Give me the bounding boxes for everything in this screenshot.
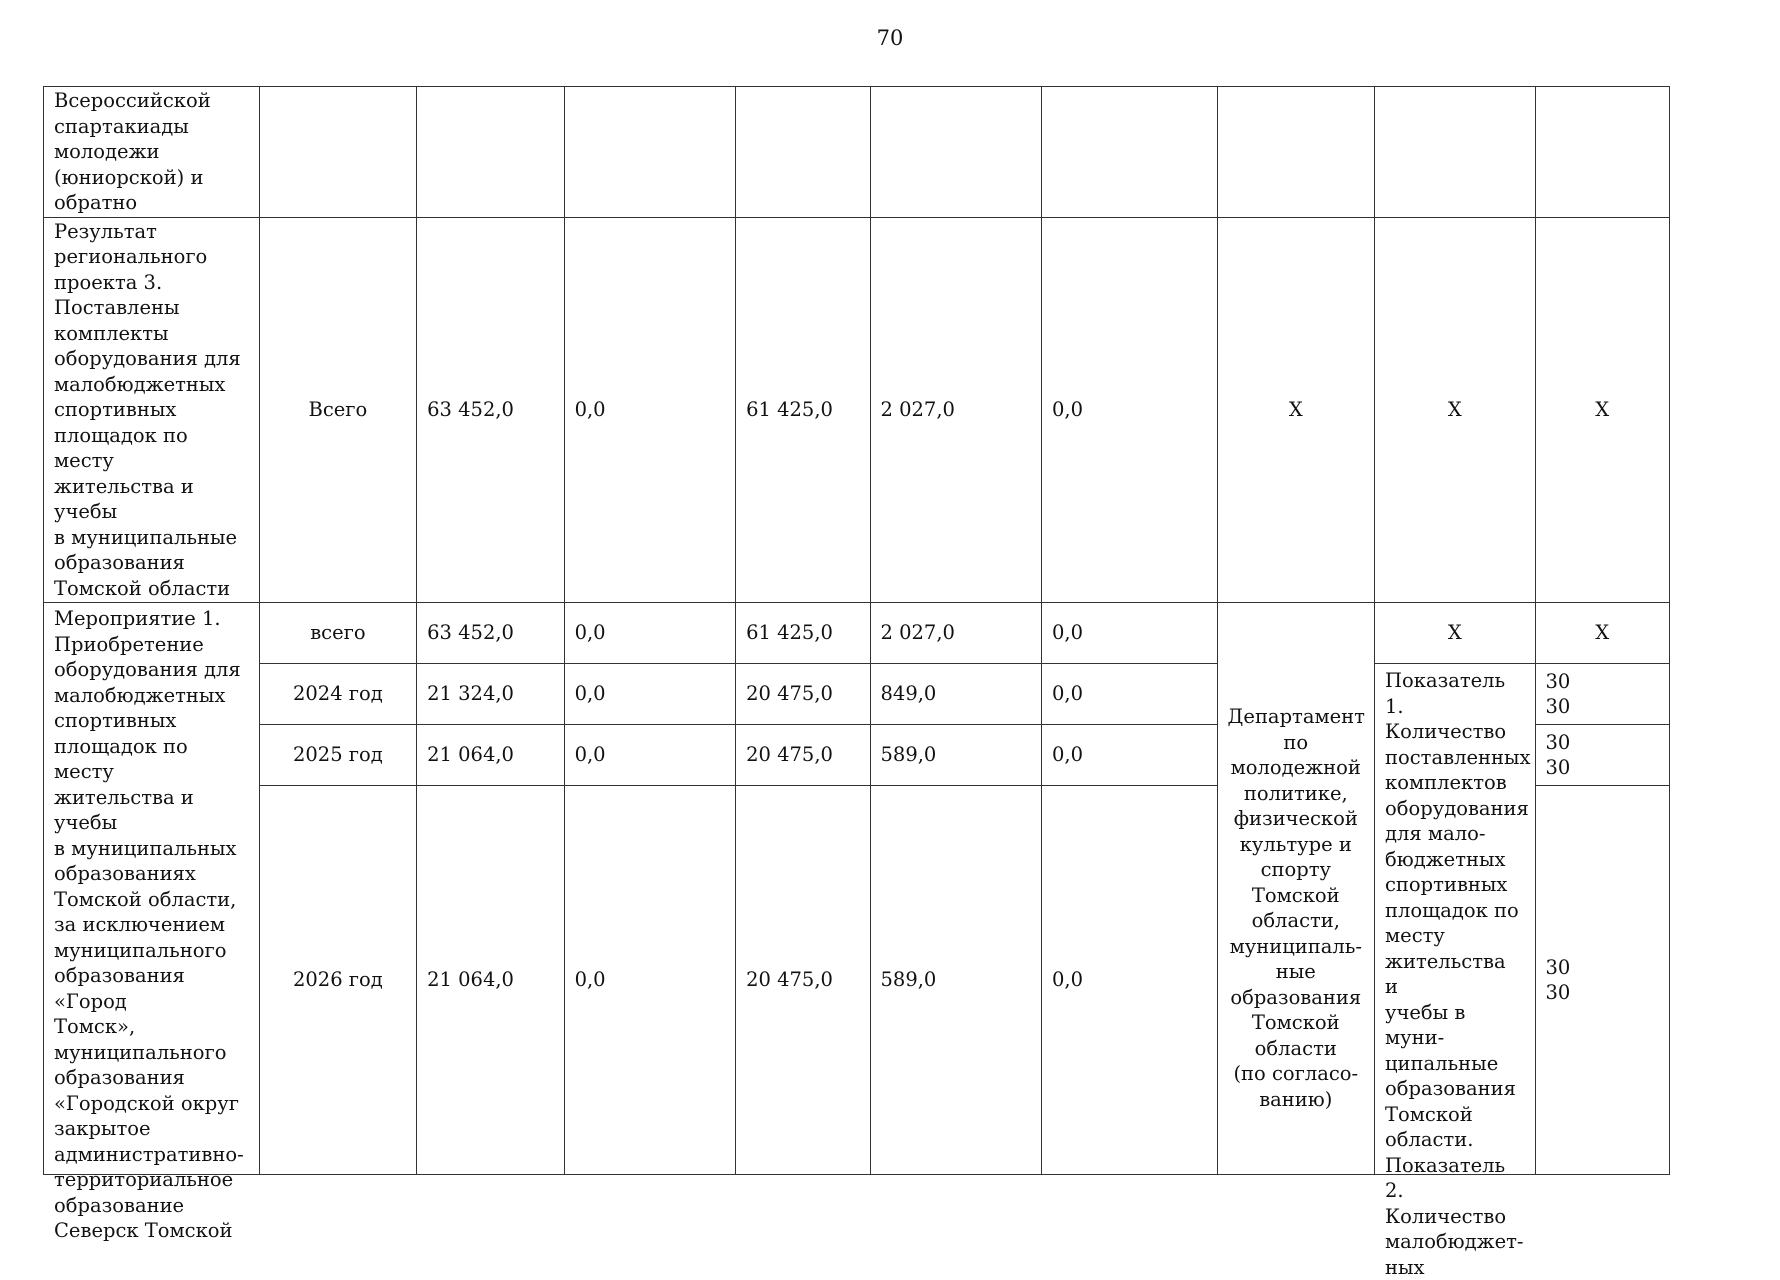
- value-cell: 30 30: [1535, 725, 1670, 786]
- total-cell: 21 064,0: [417, 725, 564, 786]
- local-cell: 589,0: [870, 786, 1042, 1175]
- result-name-cell: Результат регионального проекта 3. Поставлены комплекты оборудования для малобюджетных спортивных площадок по месту жительства и учебы в муниципальные образования Томской области: [44, 217, 260, 603]
- empty-cell: [564, 87, 736, 218]
- period-cell: всего: [259, 603, 416, 664]
- federal-cell: 0,0: [564, 217, 736, 603]
- empty-cell: [259, 87, 416, 218]
- empty-cell: [1375, 87, 1535, 218]
- total-cell: 21 064,0: [417, 786, 564, 1175]
- local-cell: 2 027,0: [870, 217, 1042, 603]
- continuation-name-cell: Всероссийской спартакиады молодежи (юниорской) и обратно: [44, 87, 260, 218]
- event-executor-cell: Департамент по молодежной политике, физической культуре и спорту Томской области, муниципаль- ные образования Томской области (по согласо- ванию): [1217, 603, 1374, 1175]
- empty-cell: [1042, 87, 1218, 218]
- regional-cell: 20 475,0: [736, 725, 870, 786]
- total-cell: 21 324,0: [417, 664, 564, 725]
- page-number: 70: [876, 26, 904, 50]
- empty-cell: [1217, 87, 1374, 218]
- event-name-cell: Мероприятие 1. Приобретение оборудования для малобюджетных спортивных площадок по месту жительства и учебы в муниципальных образованиях Томской области, за исключением муниципального образования «Город Томск», муниципального образования «Городской округ закрытое административно- территориальное образование Северск Томской: [44, 603, 260, 1175]
- period-cell: 2026 год: [259, 786, 416, 1175]
- empty-cell: [1535, 87, 1670, 218]
- other-cell: 0,0: [1042, 603, 1218, 664]
- period-cell: 2024 год: [259, 664, 416, 725]
- executor-cell: Х: [1217, 217, 1374, 603]
- table-row: [44, 603, 1670, 664]
- regional-cell: 61 425,0: [736, 217, 870, 603]
- regional-cell: 20 475,0: [736, 664, 870, 725]
- value-cell: Х: [1535, 603, 1670, 664]
- period-cell: 2025 год: [259, 725, 416, 786]
- empty-cell: [870, 87, 1042, 218]
- indicator-cell: Х: [1375, 603, 1535, 664]
- other-cell: 0,0: [1042, 217, 1218, 603]
- program-table: [43, 86, 1670, 1279]
- empty-cell: [417, 87, 564, 218]
- other-cell: 0,0: [1042, 725, 1218, 786]
- local-cell: 2 027,0: [870, 603, 1042, 664]
- value-cell: 30 30: [1535, 664, 1670, 725]
- local-cell: 849,0: [870, 664, 1042, 725]
- total-cell: 63 452,0: [417, 217, 564, 603]
- other-cell: 0,0: [1042, 664, 1218, 725]
- regional-cell: 20 475,0: [736, 786, 870, 1175]
- indicator-cell: Х: [1375, 217, 1535, 603]
- other-cell: 0,0: [1042, 786, 1218, 1175]
- event-indicator-cell: Показатель 1. Количество поставленных комплектов оборудования для мало- бюджетных спортивных площадок по месту жительства и учебы в муни- ципальные образования Томской области. Показатель 2. Количество малобюджет- ных: [1375, 664, 1535, 1175]
- table-row: [44, 664, 1670, 725]
- federal-cell: 0,0: [564, 603, 736, 664]
- value-cell: 30 30: [1535, 786, 1670, 1175]
- period-cell: Всего: [259, 217, 416, 603]
- federal-cell: 0,0: [564, 725, 736, 786]
- federal-cell: 0,0: [564, 786, 736, 1175]
- value-cell: Х: [1535, 217, 1670, 603]
- empty-cell: [736, 87, 870, 218]
- local-cell: 589,0: [870, 725, 1042, 786]
- table-row: [44, 217, 1670, 603]
- table-row: [44, 87, 1670, 218]
- regional-cell: 61 425,0: [736, 603, 870, 664]
- federal-cell: 0,0: [564, 664, 736, 725]
- total-cell: 63 452,0: [417, 603, 564, 664]
